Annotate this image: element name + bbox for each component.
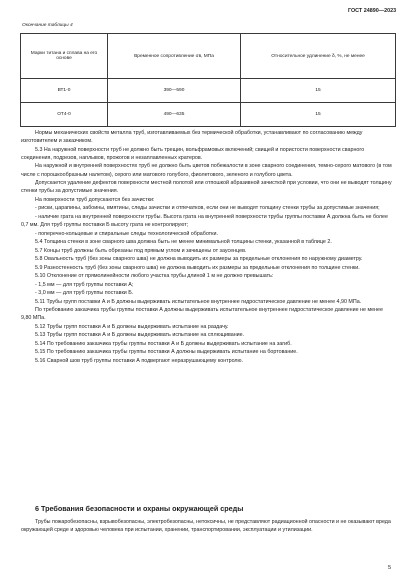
- paragraph: 5.4 Толщина стенки в зоне сварного шва должна быть не менее минимальной толщины стенки, указанной в таблице 2.: [35, 239, 332, 246]
- table-caption: Окончание таблицы 4: [22, 23, 73, 28]
- paragraph: На наружной и внутренней поверхностях труб не должно быть цветов побежалости в зоне сварного соединения, темно-серого матового (в том числе с порошкообразным налетом), серого или матового голубого, фиолетового, зеленого и голубого цвета.: [21, 163, 392, 178]
- paragraph: 5.8 Овальность труб (без зоны сварного шва) не должна выводить их размеры за предельные отклонения по наружному диаметру.: [35, 256, 363, 263]
- paragraph: - поперечно-кольцевые и спиральные следы технологической обработки.: [35, 230, 218, 237]
- paragraph: Нормы механических свойств металла труб, изготавливаемых без термической обработки, устанавливают по согласованию между изготовителем и заказчиком.: [21, 130, 363, 145]
- cell-elongation: 15: [241, 79, 396, 103]
- paragraph: - риски, царапины, забоины, вмятины, следы зачистки и отпечатков, если они не выводят толщину стенки трубы за допустимые значения;: [35, 205, 380, 212]
- column-header-grade: Марки титана и сплава на его основе: [21, 34, 108, 79]
- section-heading: 6 Требования безопасности и охраны окружающей среды: [35, 504, 244, 513]
- column-header-elongation: Относительное удлинение δ, %, не менее: [241, 34, 396, 79]
- mechanical-properties-table: [20, 33, 396, 127]
- standard-number: ГОСТ 24890—2023: [348, 8, 397, 14]
- paragraph: 5.15 По требованию заказчика трубы группы поставки А должны выдерживать испытание на бортование.: [35, 349, 298, 356]
- paragraph: 5.11 Трубы групп поставки А и Б должны выдерживать испытательное внутреннее гидростатическое давление не менее 4,90 МПа.: [35, 298, 362, 305]
- section-6-paragraph: Трубы пожаробезопасны, взрывобезопасны, электробезопасны, нетоксичны, не представляют радиационной опасности и не оказывают вреда окружающей среде и здоровью человека при испытании, хранении, транспортировании, эксплуатации и утилизации.: [21, 519, 391, 534]
- paragraph: 5.7 Концы труб должны быть обрезаны под прямым углом и зачищены от заусенцев.: [35, 247, 247, 254]
- table-row: [21, 79, 396, 103]
- paragraph: 5.16 Сварной шов труб группы поставки А подвергают неразрушающему контролю.: [35, 357, 244, 364]
- paragraph: 5.13 Трубы групп поставки А и Б должны выдерживать испытание на сплющивание.: [35, 332, 245, 339]
- paragraph: 5.14 По требованию заказчика трубы группы поставки А и Б должны выдерживать испытание на загиб.: [35, 340, 292, 347]
- cell-tensile-strength: 490—635: [108, 103, 241, 127]
- cell-grade: ВТ1-0: [21, 79, 108, 103]
- table-header-row: [21, 34, 396, 79]
- paragraph: 5.10 Отклонение от прямолинейности любого участка трубы длиной 1 м не должно превышать:: [35, 273, 274, 280]
- page-number: 5: [388, 565, 392, 571]
- cell-tensile-strength: 390—590: [108, 79, 241, 103]
- paragraph: 5.12 Трубы групп поставки А и Б должны выдерживать испытание на раздачу.: [35, 323, 229, 330]
- paragraph: 5.3 На наружной поверхности труб не должно быть трещин, вольфрамовых включений; свищей и пористости поверхности сварного соединения, подрезов, наплывов, прожогов и незаплавленных кратеров.: [21, 146, 365, 161]
- paragraph: - 1,5 мм — для труб группы поставки А;: [35, 281, 134, 288]
- paragraph: Допускается удаление дефектов поверхности местной полотой или отпошкой абразивной зачисткой при условии, что они не выводят толщину стенки трубы за допустимые значения.: [21, 180, 392, 195]
- paragraph: 5.9 Разностенность труб (без зоны сварного шва) не должна выводить их размеры за предельные отклонения по толщине стенки.: [35, 264, 360, 271]
- section-5-body: [21, 129, 394, 365]
- paragraph: - 3,0 мм — для труб группы поставки Б.: [35, 290, 134, 297]
- table-row: [21, 103, 396, 127]
- column-header-tensile-strength: Временное сопротивление σв, МПа: [108, 34, 241, 79]
- paragraph: - наличие грата на внутренней поверхности трубы. Высота грата на внутренней поверхности трубы группы поставки А должна быть не более 0,7 мм. Для труб группы поставки Б высоту грата не контролируют;: [21, 213, 388, 229]
- section-6: [21, 504, 394, 534]
- paragraph: На поверхности труб допускаются без зачистки:: [35, 196, 155, 203]
- cell-grade: ОТ4-0: [21, 103, 108, 127]
- cell-elongation: 15: [241, 103, 396, 127]
- paragraph: По требованию заказчика трубы группы поставки А должны выдерживать испытательное внутреннее гидростатическое давление не менее 9,80 МПа.: [21, 307, 384, 322]
